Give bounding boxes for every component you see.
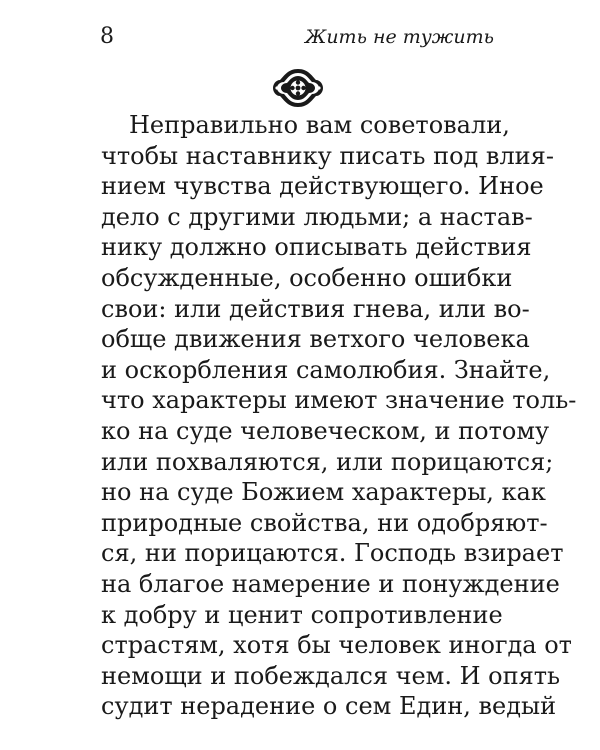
text-line: ко на суде человеческом, и потому	[101, 416, 550, 445]
text-line: нику должно описывать действия	[101, 233, 532, 262]
text-line: что характеры имеют значение толь-	[101, 386, 577, 415]
text-line: на благое намерение и понуждение	[101, 569, 560, 598]
text-line: обсужденные, особенно ошибки	[101, 263, 513, 292]
text-line: ся, ни порицаются. Господь взирает	[101, 539, 564, 568]
text-line: чтобы наставнику писать под влия-	[101, 141, 554, 170]
page-number: 8	[100, 24, 114, 49]
text-line: немощи и побеждался чем. И опять	[101, 661, 561, 690]
ornament-icon	[272, 68, 324, 108]
body-text	[101, 110, 577, 722]
text-line: природные свойства, ни одобряют-	[101, 508, 548, 537]
text-line: но на суде Божием характеры, как	[101, 478, 546, 507]
text-line: и оскорбления самолюбия. Знайте,	[101, 355, 551, 384]
text-line: страстям, хотя бы человек иногда от	[101, 631, 572, 660]
text-line: к добру и ценит сопротивление	[101, 600, 503, 629]
text-line: или похваляются, или порицаются;	[101, 447, 554, 476]
page-header	[100, 24, 494, 54]
text-line: дело с другими людьми; а настав-	[101, 202, 533, 231]
text-line: Неправильно вам советовали,	[129, 111, 510, 139]
text-line: нием чувства действующего. Иное	[101, 172, 544, 201]
text-line: обще движения ветхого человека	[101, 325, 530, 354]
running-title: Жить не тужить	[304, 26, 494, 48]
text-line: судит нерадение о сем Един, ведый	[101, 692, 557, 721]
text-line: свои: или действия гнева, или во-	[101, 294, 530, 323]
